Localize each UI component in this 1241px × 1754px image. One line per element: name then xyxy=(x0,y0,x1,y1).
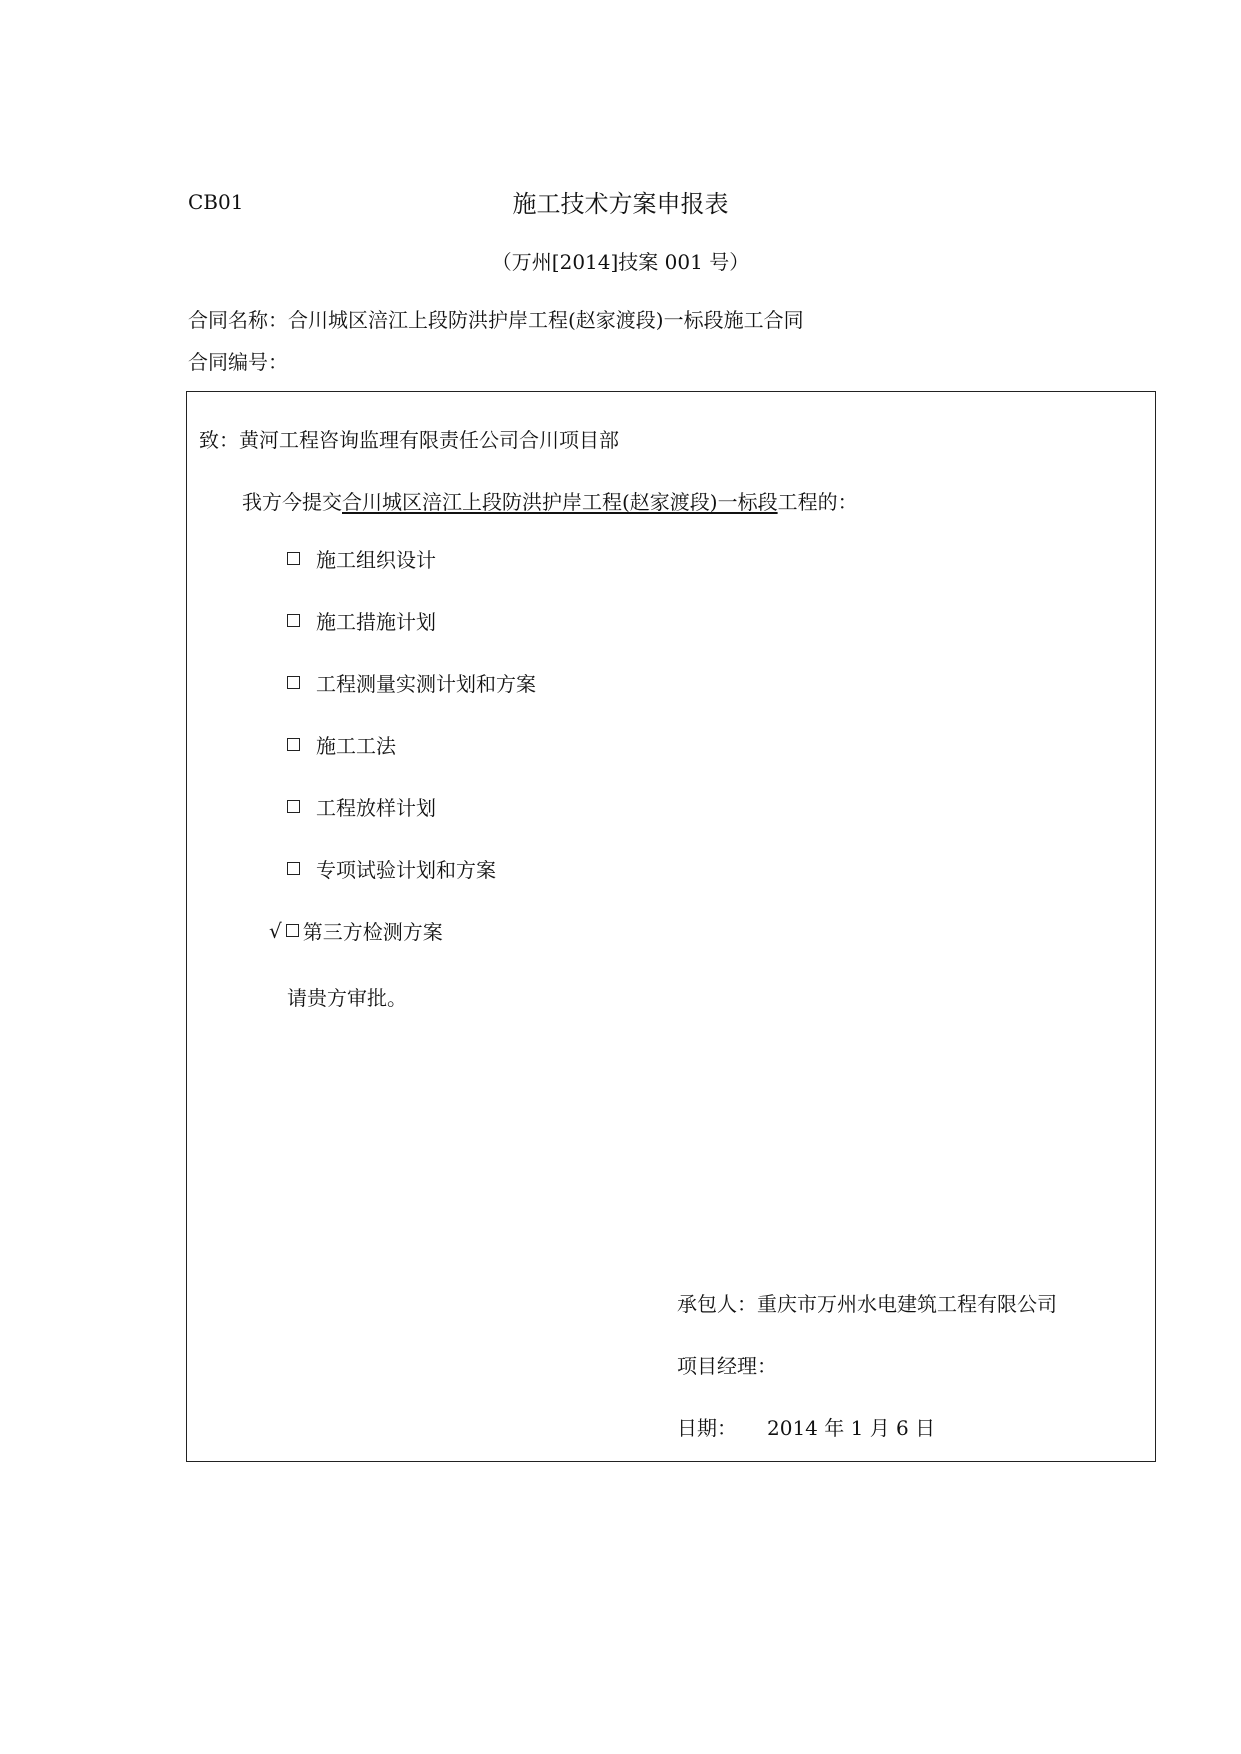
option-label: 施工组织设计 xyxy=(316,548,436,572)
checkbox[interactable] xyxy=(287,738,300,751)
contractor-line: 承包人：重庆市万州水电建筑工程有限公司 xyxy=(677,1292,1057,1316)
option-construction-measures[interactable] xyxy=(287,606,436,635)
date-line xyxy=(677,1412,935,1441)
option-layout-plan[interactable] xyxy=(287,792,436,821)
form-title: 施工技术方案申报表 xyxy=(512,190,729,218)
option-label: 第三方检测方案 xyxy=(302,920,443,944)
option-label: 施工措施计划 xyxy=(316,610,436,634)
option-construction-method[interactable] xyxy=(287,730,396,759)
option-survey-plan[interactable] xyxy=(287,668,536,697)
contract-name: 合同名称：合川城区涪江上段防洪护岸工程(赵家渡段)一标段施工合同 xyxy=(188,308,804,332)
recipient-line: 致：黄河工程咨询监理有限责任公司合川项目部 xyxy=(199,428,619,452)
approval-request: 请贵方审批。 xyxy=(287,986,407,1010)
project-manager-line: 项目经理： xyxy=(677,1354,777,1378)
checkbox[interactable] xyxy=(287,800,300,813)
option-label: 专项试验计划和方案 xyxy=(316,858,496,882)
option-construction-design[interactable] xyxy=(287,544,436,573)
submission-prefix: 我方今提交 xyxy=(242,490,342,514)
check-mark-icon: √ xyxy=(269,918,282,943)
option-third-party-testing[interactable] xyxy=(269,916,443,945)
option-test-plan[interactable] xyxy=(287,854,496,883)
submission-suffix: 工程的： xyxy=(777,490,858,514)
form-number: （万州[2014]技案 001 号） xyxy=(491,250,750,274)
checkbox[interactable] xyxy=(287,552,300,565)
option-label: 工程测量实测计划和方案 xyxy=(316,672,536,696)
checkbox[interactable] xyxy=(287,614,300,627)
option-label: 工程放样计划 xyxy=(316,796,436,820)
date-value: 2014 年 1 月 6 日 xyxy=(767,1416,936,1440)
submission-line xyxy=(242,486,858,515)
checkbox[interactable] xyxy=(287,862,300,875)
checkbox[interactable] xyxy=(286,924,299,937)
contract-number: 合同编号： xyxy=(188,350,288,374)
application-box xyxy=(186,391,1156,1462)
option-label: 施工工法 xyxy=(316,734,396,758)
project-name: 合川城区涪江上段防洪护岸工程(赵家渡段)一标段 xyxy=(342,490,778,514)
checkbox[interactable] xyxy=(287,676,300,689)
form-code: CB01 xyxy=(188,190,244,214)
date-label: 日期： xyxy=(677,1416,737,1440)
